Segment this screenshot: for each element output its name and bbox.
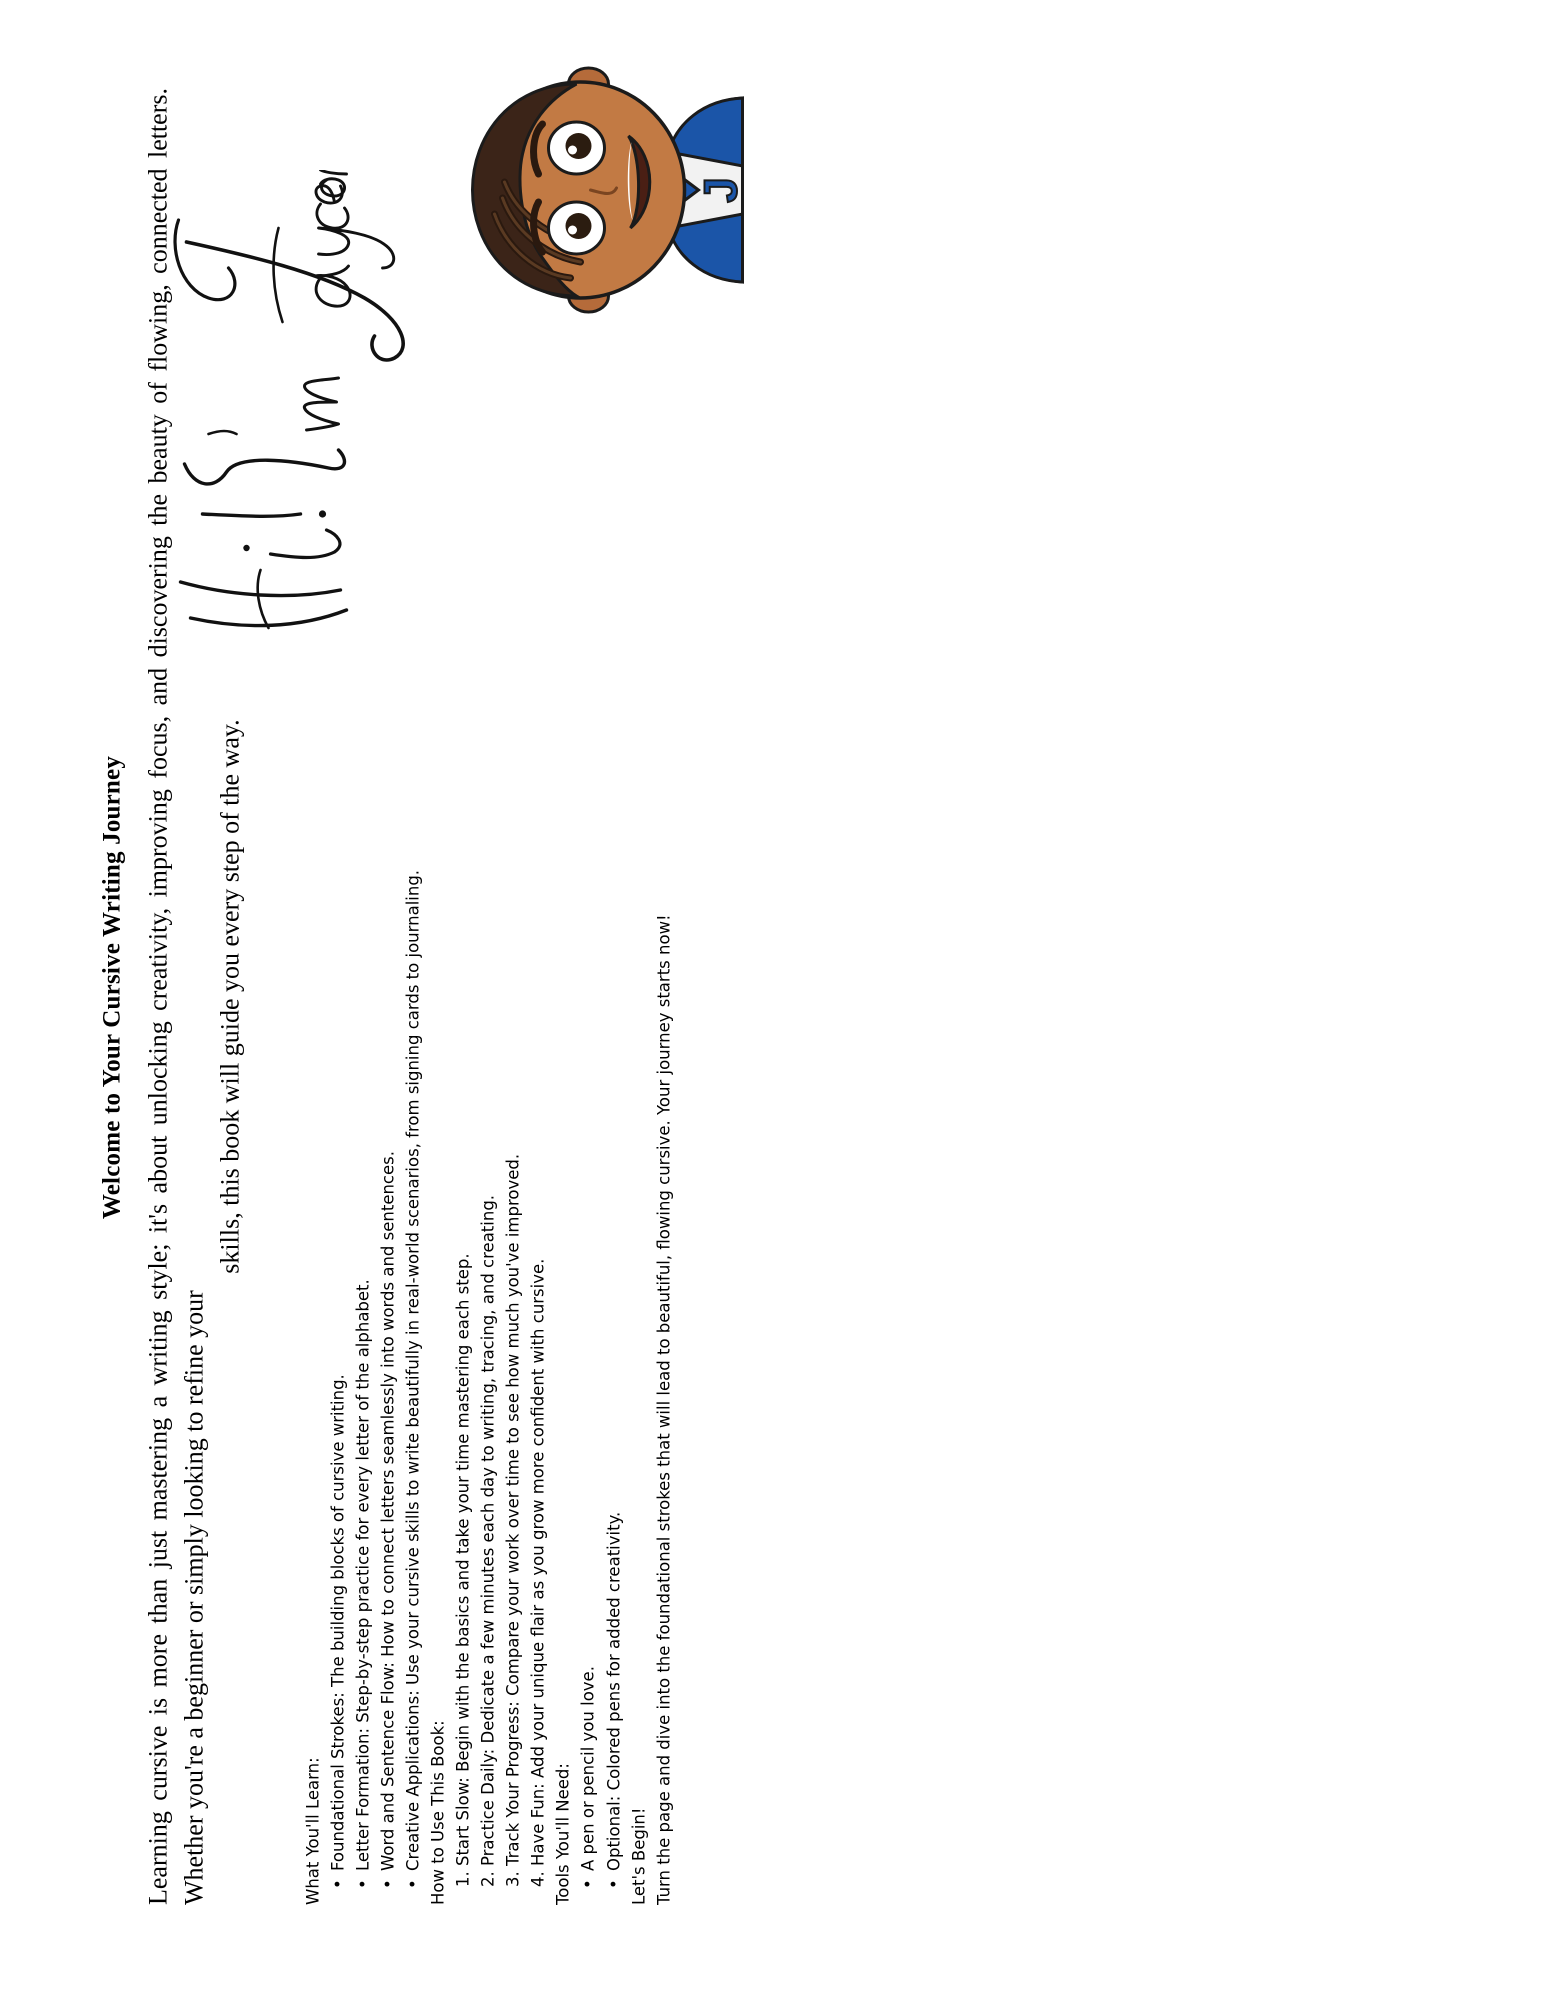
how-to-heading: How to Use This Book:: [428, 1720, 448, 1905]
list-item-label: Word and Sentence Flow: How to connect letters seamlessly into words and sentences.: [377, 1151, 397, 1871]
intro-last-line: skills, this book will guide you every step of the way.: [214, 719, 244, 1274]
bullet-icon: •: [578, 1879, 598, 1889]
list-item: 4. Have Fun: Add your unique flair as you grow more confident with cursive.: [528, 1258, 548, 1887]
bullet-icon: •: [352, 1879, 372, 1889]
bullet-icon: •: [402, 1879, 422, 1889]
learn-heading: What You'll Learn:: [302, 1757, 322, 1905]
signature-illustration-area: [150, 120, 790, 640]
list-item: 3. Track Your Progress: Compare your work over time to see how much you've improved.: [503, 1153, 523, 1887]
svg-text:J: J: [694, 177, 746, 203]
list-item-label: Letter Formation: Step-by-step practice for every letter of the alphabet.: [352, 1279, 372, 1871]
list-item-label: A pen or pencil you love.: [578, 1666, 598, 1871]
page-title: Welcome to Your Cursive Writing Journey: [98, 755, 125, 1220]
lets-begin-heading: Let's Begin!: [628, 1807, 648, 1905]
list-item: 1. Start Slow: Begin with the basics and take your time mastering each step.: [453, 1253, 473, 1887]
list-item-label: Foundational Strokes: The building blocks of cursive writing.: [327, 1374, 347, 1871]
list-item: 2. Practice Daily: Dedicate a few minutes each day to writing, tracing, and creating.: [478, 1194, 498, 1887]
bullet-icon: •: [603, 1879, 623, 1889]
avatar: [450, 40, 755, 340]
bullet-icon: •: [327, 1879, 347, 1889]
list-item-label: Optional: Colored pens for added creativity.: [603, 1511, 623, 1871]
closing-paragraph: Turn the page and dive into the foundational strokes that will lead to beautiful, flowing cursive. Your journey starts now!: [653, 914, 673, 1905]
bullet-icon: •: [377, 1879, 397, 1889]
tools-heading: Tools You'll Need:: [553, 1763, 573, 1905]
intro-text: Learning cursive is more than just mastering a writing style; it's about unlocking creativity, improving focus, and discovering the beauty of flowing, connected letters. Whether you're a beginner or simply looking to refine your: [143, 88, 208, 1905]
list-item-label: Creative Applications: Use your cursive skills to write beautifully in real-world scenarios, from signing cards to journaling.: [402, 869, 422, 1871]
handwritten-signature: [150, 170, 455, 640]
